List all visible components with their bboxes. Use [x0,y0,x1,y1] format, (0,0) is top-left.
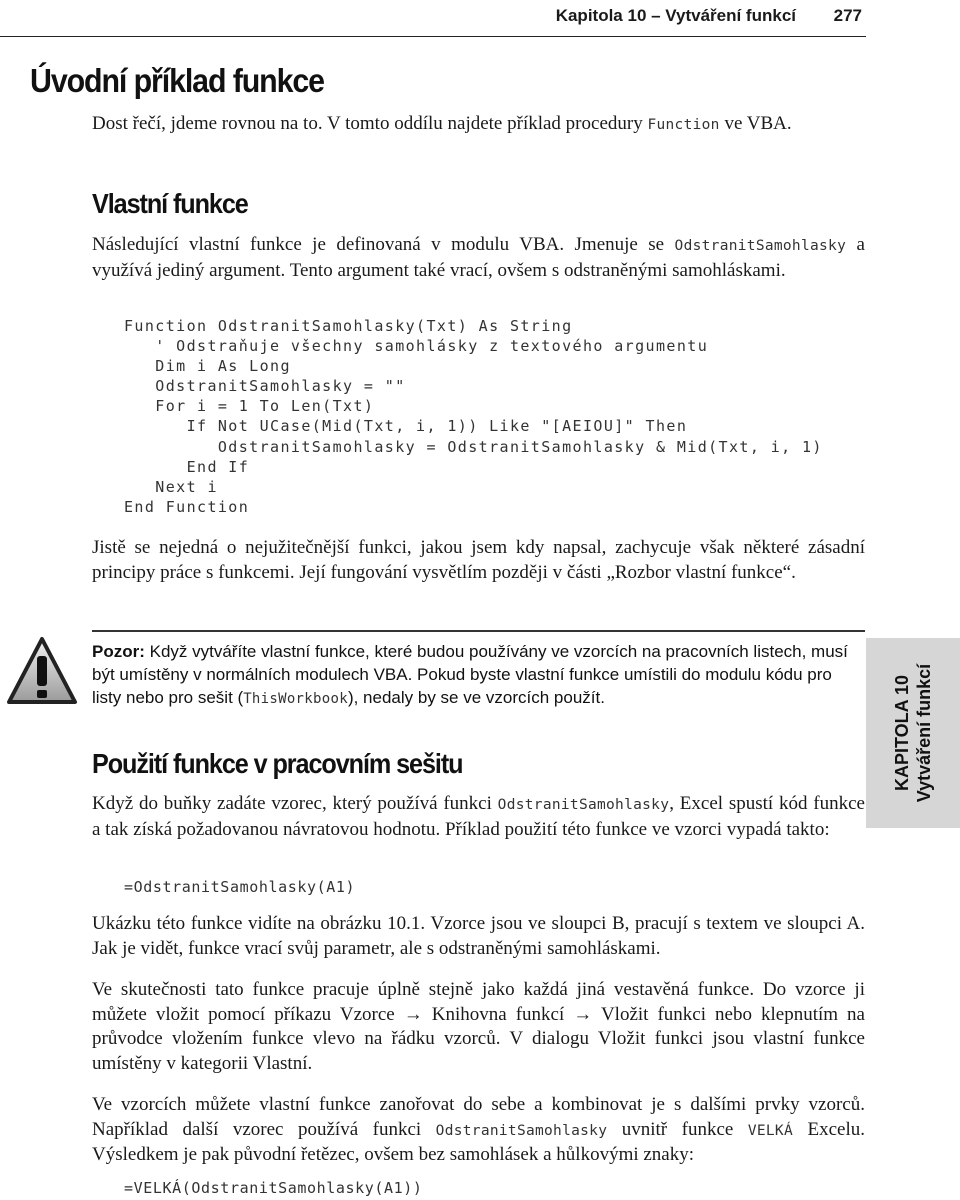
subsection-heading-custom-function: Vlastní funkce [92,188,248,219]
inline-code: VELKÁ [747,1122,793,1139]
page-number: 277 [833,6,862,25]
running-header [0,0,866,37]
custom-function-paragraph: Následující vlastní funkce je definovaná v modulu VBA. Jmenuje se OdstranitSamohlasky a využívá jediný argument. Tento argument také vrací, ovšem s odstraněnými samohláskami. [92,234,865,281]
inline-code: OdstranitSamohlasky [497,797,670,813]
code-line: If Not UCase(Mid(Txt, i, 1)) Like "[AEIOU]" Then [124,417,688,436]
section-heading-intro: Úvodní příklad funkce [30,62,324,99]
warning-icon [6,636,78,706]
figure-reference-paragraph: Ukázku této funkce vidíte na obrázku 10.1. Vzorce jsou ve sloupci B, pracují s textem ve sloupci A. Jak je vidět, funkce vrací svůj parametr, ale s odstraněnými samohláskami. [92,913,865,959]
code-line: Function OdstranitSamohlasky(Txt) As String [124,317,573,335]
chapter-side-tab [866,638,960,828]
nested-formula-example: =VELKÁ(OdstranitSamohlasky(A1)) [124,1179,423,1197]
warning-label: Pozor: [92,642,145,661]
code-line: End Function [124,497,250,516]
note-divider [92,630,865,632]
after-code-paragraph: Jistě se nejedná o nejužitečnější funkci, jakou jsem kdy napsal, zachycuje však některé zásadní principy práce s funkcemi. Její fungování vysvětlím později v části „Rozbor vlastní funkce“. [92,537,865,583]
intro-paragraph: Dost řečí, jdeme rovnou na to. V tomto oddílu najdete příklad procedury Function ve VBA. [92,113,792,134]
vba-code-block [124,316,823,517]
inline-code: Function [647,117,720,133]
side-tab-title: Vytváření funkcí [914,663,934,803]
code-line: For i = 1 To Len(Txt) [124,397,375,416]
inline-code: ThisWorkbook [243,691,348,707]
header-chapter-title: Kapitola 10 – Vytváření funkcí [555,6,796,25]
code-line: Next i [124,477,218,496]
code-line: OdstranitSamohlasky = "" [124,377,406,396]
code-line: Dim i As Long [124,357,291,376]
formula-example: =OdstranitSamohlasky(A1) [124,878,356,896]
builtin-comparison-paragraph: Ve skutečnosti tato funkce pracuje úplně stejně jako každá jiná vestavěná funkce. Do vzorce ji můžete vložit pomocí příkazu Vzorce → Knihovna funkcí → Vložit funkci nebo klepnutím na průvodce vložením funkce vlevo na řádku vzorců. V dialogu Vložit funkci jsou vlastní funkce umístěny v kategorii Vlastní. [92,979,865,1074]
side-tab-chapter: KAPITOLA 10 [892,674,912,792]
code-line: OdstranitSamohlasky = OdstranitSamohlasky & Mid(Txt, i, 1) [124,437,823,456]
code-line: End If [124,457,250,476]
usage-paragraph: Když do buňky zadáte vzorec, který používá funkci OdstranitSamohlasky, Excel spustí kód funkce a tak získá požadovanou návratovou hodnotu. Příklad použití této funkce ve vzorci vypadá takto: [92,793,865,840]
subsection-heading-usage: Použití funkce v pracovním sešitu [92,748,463,779]
code-line: ' Odstraňuje všechny samohlásky z textového argumentu [124,337,709,356]
nesting-paragraph: Ve vzorcích můžete vlastní funkce zanořovat do sebe a kombinovat je s dalšími prvky vzorců. Například další vzorec používá funkci OdstranitSamohlasky uvnitř funkce VELKÁ Excelu. Výsledkem je pak původní řetězec, ovšem bez samohlásek a hůlkovými znaky: [92,1094,865,1165]
warning-note: Pozor: Když vytváříte vlastní funkce, které budou používány ve vzorcích na pracovních listech, musí být umístěny v normálních modulech VBA. Pokud byste vlastní funkce umístili do modulu kódu pro listy nebo pro sešit (ThisWorkbook), nedaly by se ve vzorcích použít. [92,642,848,707]
inline-code: OdstranitSamohlasky [435,1122,608,1139]
inline-code: OdstranitSamohlasky [674,238,847,254]
